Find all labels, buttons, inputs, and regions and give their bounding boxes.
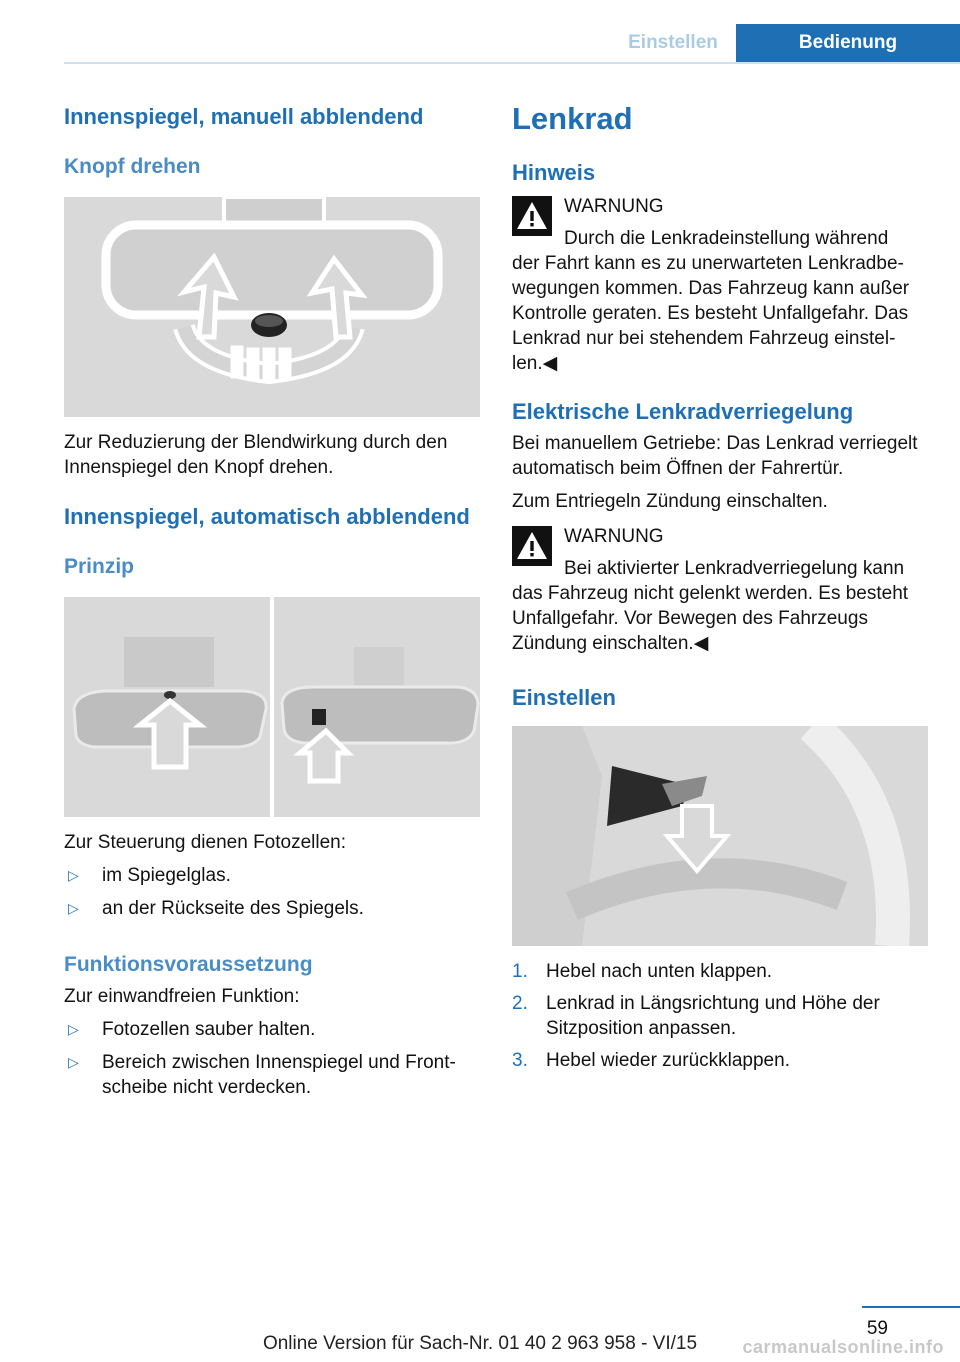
footer-rule xyxy=(862,1306,960,1308)
paragraph-prinzip: Zur Steuerung dienen Fotozellen: xyxy=(64,832,347,853)
left-column xyxy=(64,100,480,1100)
list-item-text: an der Rückseite des Spiegels. xyxy=(102,898,364,919)
warning-box xyxy=(512,194,928,376)
heading-knopf-drehen: Knopf drehen xyxy=(64,155,201,178)
step-number: 1. xyxy=(512,961,528,982)
watermark: carmanualsonline.info xyxy=(742,1337,944,1357)
paragraph-elektrisch: Bei manuellem Getriebe: Das Lenkrad verriegelt automatisch beim Öffnen der Fahrertür. xyxy=(512,433,918,479)
tab-section[interactable]: Einstellen xyxy=(628,32,718,53)
warning-icon xyxy=(512,196,552,236)
warning-title: WARNUNG xyxy=(564,196,664,217)
step-text: Lenkrad in Längsrichtung und Höhe der Sitzposition anpassen. xyxy=(546,993,880,1039)
warning-box xyxy=(512,524,928,656)
list-item xyxy=(64,1050,480,1100)
list-item xyxy=(64,863,480,888)
heading-funktion: Funktionsvoraussetzung xyxy=(64,953,313,976)
online-version-note: Online Version für Sach-Nr. 01 40 2 963 958 - VI/15 xyxy=(262,1333,698,1354)
paragraph-funktion: Zur einwandfreien Funktion: xyxy=(64,986,300,1007)
header-rule xyxy=(64,62,960,64)
steering-lever-illustration xyxy=(512,726,928,946)
list-item-text: im Spiegelglas. xyxy=(102,865,231,886)
step-text: Hebel wieder zurückklappen. xyxy=(546,1050,790,1071)
warning-text-first-line: Bei aktivierter Lenkradverriegelung kann xyxy=(564,558,905,579)
list-item-text: Bereich zwischen Innenspiegel und Frontscheibe nicht verdecken. xyxy=(102,1052,456,1098)
tab-chapter[interactable]: Bedienung xyxy=(736,24,960,62)
warning-icon xyxy=(512,526,552,566)
step-item xyxy=(512,991,928,1041)
step-number: 2. xyxy=(512,993,528,1014)
step-item xyxy=(512,959,928,984)
page-number: 59 xyxy=(866,1318,888,1339)
heading-manual-mirror: Innenspiegel, manuell abblendend xyxy=(64,104,424,129)
triangle-bullet-icon: ▷ xyxy=(68,1054,79,1070)
heading-lenkrad: Lenkrad xyxy=(512,101,633,136)
heading-hinweis: Hinweis xyxy=(512,160,596,185)
paragraph-knopf: Zur Reduzierung der Blendwirkung durch den Innenspiegel den Knopf drehen. xyxy=(64,432,448,478)
warning-text: der Fahrt kann es zu unerwarteten Lenkradbewegungen kommen. Das Fahrzeug kann außer Kontrolle geraten. Es besteht Unfallgefahr. Das Lenkrad nur bei stehendem Fahrzeug einstellen.◀ xyxy=(512,253,910,374)
heading-auto-mirror: Innenspiegel, automatisch abblendend xyxy=(64,504,470,529)
list-item xyxy=(64,1017,480,1042)
photocell-illustration xyxy=(64,597,480,817)
step-text: Hebel nach unten klappen. xyxy=(546,961,773,982)
mirror-knob-illustration xyxy=(64,197,480,417)
triangle-bullet-icon: ▷ xyxy=(68,867,79,883)
step-number: 3. xyxy=(512,1050,528,1071)
triangle-bullet-icon: ▷ xyxy=(68,1021,79,1037)
list-item-text: Fotozellen sauber halten. xyxy=(102,1019,316,1040)
paragraph-entriegeln: Zum Entriegeln Zündung einschalten. xyxy=(512,491,828,512)
step-item xyxy=(512,1048,928,1073)
heading-prinzip: Prinzip xyxy=(64,555,135,578)
heading-einstellen: Einstellen xyxy=(512,685,616,710)
triangle-bullet-icon: ▷ xyxy=(68,900,79,916)
warning-text-first-line: Durch die Lenkradeinstellung während xyxy=(564,228,889,249)
warning-title: WARNUNG xyxy=(564,526,664,547)
right-column xyxy=(512,100,928,1073)
list-item xyxy=(64,896,480,921)
heading-elektrisch: Elektrische Lenkradverriegelung xyxy=(512,399,854,424)
warning-text: das Fahrzeug nicht gelenkt werden. Es besteht Unfallgefahr. Vor Bewegen des Fahrzeugs Zündung einschalten.◀ xyxy=(512,583,909,654)
